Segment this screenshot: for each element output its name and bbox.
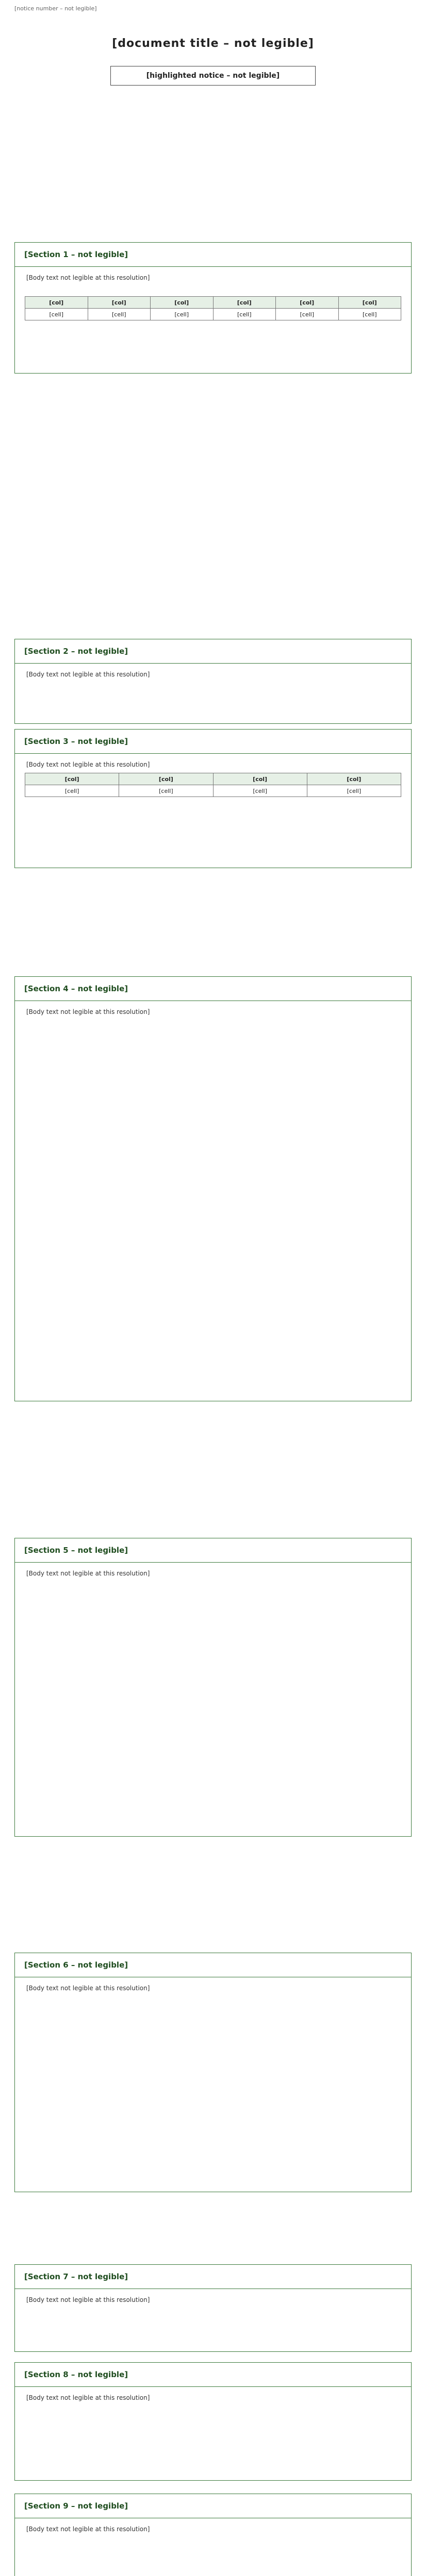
section-8 [14,2362,412,2481]
section-4-heading: [Section 4 – not legible] [15,977,411,1001]
section-9 [14,2494,412,2576]
table1-header: [col] [151,297,214,309]
section-8-heading: [Section 8 – not legible] [15,2363,411,2387]
table2-cell: [cell] [25,785,119,797]
section-8-body: [Body text not legible at this resolution] [26,2394,150,2401]
table1-cell: [cell] [25,309,88,320]
section-7-heading: [Section 7 – not legible] [15,2265,411,2289]
section-2 [14,639,412,724]
section-6 [14,1953,412,2192]
section-7-body: [Body text not legible at this resolution] [26,2296,150,2303]
table1-header: [col] [213,297,276,309]
table2-cell: [cell] [119,785,213,797]
section-1-body: [Body text not legible at this resolution] [26,274,150,281]
table2-header: [col] [119,773,213,785]
section-7 [14,2264,412,2352]
section-9-heading: [Section 9 – not legible] [15,2494,411,2518]
section-5 [14,1538,412,1837]
table2-header: [col] [307,773,401,785]
section-6-body: [Body text not legible at this resolution] [26,1985,150,1992]
table1-cell: [cell] [338,309,401,320]
section-5-body: [Body text not legible at this resolution] [26,1570,150,1577]
table1-cell: [cell] [276,309,339,320]
section-9-body: [Body text not legible at this resolution] [26,2526,150,2533]
table1-header: [col] [88,297,151,309]
table1-cell: [cell] [151,309,214,320]
section-2-body: [Body text not legible at this resolution] [26,671,150,678]
section-4-body: [Body text not legible at this resolution] [26,1008,150,1015]
table2-cell: [cell] [307,785,401,797]
table2-header: [col] [25,773,119,785]
table1-cell: [cell] [88,309,151,320]
section-2-heading: [Section 2 – not legible] [15,639,411,664]
table1-header: [col] [276,297,339,309]
table2-header: [col] [213,773,307,785]
purchase-table [25,296,401,320]
section-4 [14,976,412,1401]
section-5-heading: [Section 5 – not legible] [15,1538,411,1563]
notice-number: [notice number – not legible] [14,5,97,12]
schedule-table [25,773,401,797]
table1-header: [col] [25,297,88,309]
section-6-heading: [Section 6 – not legible] [15,1953,411,1977]
table2-cell: [cell] [213,785,307,797]
table1-cell: [cell] [213,309,276,320]
section-3 [14,729,412,868]
section-3-body: [Body text not legible at this resolution] [26,761,150,768]
table1-header: [col] [338,297,401,309]
notice-banner: [highlighted notice – not legible] [110,66,316,86]
section-1-heading: [Section 1 – not legible] [15,243,411,267]
document-title: [document title – not legible] [112,37,314,50]
section-3-heading: [Section 3 – not legible] [15,730,411,754]
